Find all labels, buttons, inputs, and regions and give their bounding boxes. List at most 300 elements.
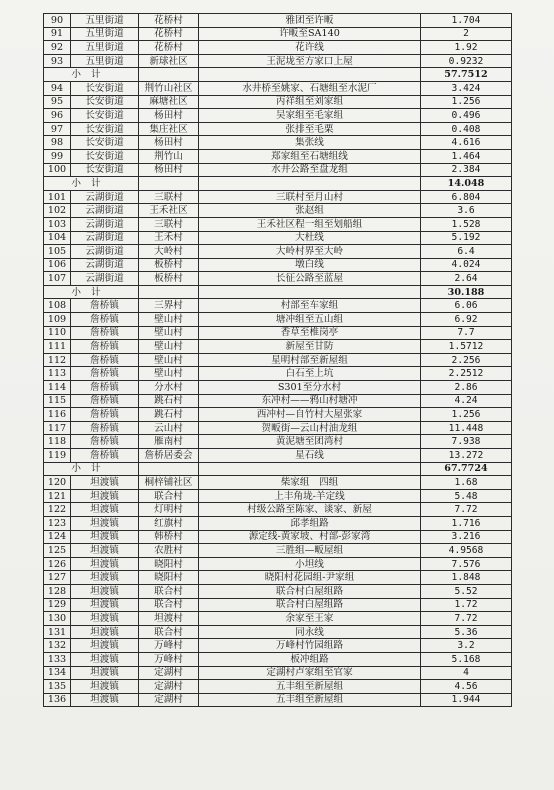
length-cell: 6.06: [421, 299, 512, 313]
village-cell: 王禾社区: [139, 204, 199, 218]
length-cell: 1.5712: [421, 340, 512, 354]
row-number: 112: [44, 353, 71, 367]
road-name-cell: 王禾社区程一组至划船组: [199, 217, 421, 231]
town-cell: 坦渡镇: [71, 680, 139, 694]
village-cell: 农胜村: [139, 544, 199, 558]
length-cell: 7.72: [421, 503, 512, 517]
row-number: 102: [44, 204, 71, 218]
row-number: 90: [44, 14, 71, 28]
table-row: [44, 258, 512, 272]
table-row: [44, 299, 512, 313]
table-row: [44, 408, 512, 422]
subtotal-row: [44, 68, 512, 82]
road-name-cell: 郑家组至石塘组线: [199, 149, 421, 163]
row-number: 125: [44, 544, 71, 558]
road-name-cell: 墩白线: [199, 258, 421, 272]
length-cell: 1.716: [421, 516, 512, 530]
village-cell: 花桥村: [139, 27, 199, 41]
road-name-cell: 丙祥组至刘家组: [199, 95, 421, 109]
table-row: [44, 435, 512, 449]
village-cell: 联合村: [139, 598, 199, 612]
row-number: 113: [44, 367, 71, 381]
row-number: 119: [44, 449, 71, 463]
road-name-cell: 贺畈街—云山村油龙组: [199, 421, 421, 435]
length-cell: 1.944: [421, 693, 512, 707]
table-row: [44, 190, 512, 204]
table-row: [44, 41, 512, 55]
table-row: [44, 476, 512, 490]
row-number: 100: [44, 163, 71, 177]
row-number: 136: [44, 693, 71, 707]
length-cell: 6.804: [421, 190, 512, 204]
empty-cell: [199, 177, 421, 191]
subtotal-value: 67.7724: [421, 462, 512, 476]
road-name-cell: 邱孝组路: [199, 516, 421, 530]
row-number: 109: [44, 313, 71, 327]
row-number: 135: [44, 680, 71, 694]
length-cell: 7.72: [421, 612, 512, 626]
village-cell: 杨田村: [139, 136, 199, 150]
village-cell: 灯明村: [139, 503, 199, 517]
road-name-cell: 新屋至甘防: [199, 340, 421, 354]
table-row: [44, 272, 512, 286]
subtotal-label: 小计: [44, 285, 139, 299]
length-cell: 6.92: [421, 313, 512, 327]
length-cell: 4.24: [421, 394, 512, 408]
village-cell: 云山村: [139, 421, 199, 435]
table-row: [44, 245, 512, 259]
length-cell: 2.384: [421, 163, 512, 177]
town-cell: 詹桥镇: [71, 421, 139, 435]
town-cell: 詹桥镇: [71, 326, 139, 340]
table-row: [44, 693, 512, 707]
village-cell: 詹桥居委会: [139, 449, 199, 463]
row-number: 107: [44, 272, 71, 286]
length-cell: 1.256: [421, 95, 512, 109]
row-number: 128: [44, 584, 71, 598]
table-row: [44, 14, 512, 28]
town-cell: 坦渡镇: [71, 598, 139, 612]
subtotal-value: 30.188: [421, 285, 512, 299]
table-row: [44, 136, 512, 150]
length-cell: 0.496: [421, 109, 512, 123]
table-row: [44, 95, 512, 109]
road-name-cell: 张赵组: [199, 204, 421, 218]
empty-cell: [199, 68, 421, 82]
empty-cell: [199, 462, 421, 476]
length-cell: 2: [421, 27, 512, 41]
row-number: 127: [44, 571, 71, 585]
town-cell: 五里街道: [71, 41, 139, 55]
table-row: [44, 652, 512, 666]
empty-cell: [139, 285, 199, 299]
row-number: 97: [44, 122, 71, 136]
table-row: [44, 217, 512, 231]
empty-cell: [139, 68, 199, 82]
town-cell: 长安街道: [71, 109, 139, 123]
town-cell: 长安街道: [71, 163, 139, 177]
town-cell: 云湖街道: [71, 204, 139, 218]
length-cell: 4.616: [421, 136, 512, 150]
road-name-cell: 同永线: [199, 625, 421, 639]
table-row: [44, 612, 512, 626]
village-cell: 集庄社区: [139, 122, 199, 136]
row-number: 104: [44, 231, 71, 245]
row-number: 95: [44, 95, 71, 109]
road-name-cell: 西冲村—自竹村大屋张家: [199, 408, 421, 422]
road-name-cell: 联合村白屋组路: [199, 584, 421, 598]
village-cell: 荆竹山: [139, 149, 199, 163]
village-cell: 红旗村: [139, 516, 199, 530]
row-number: 96: [44, 109, 71, 123]
empty-cell: [139, 462, 199, 476]
table-row: [44, 81, 512, 95]
road-name-cell: 大岭村界至大岭: [199, 245, 421, 259]
village-cell: 新球社区: [139, 54, 199, 68]
length-cell: 5.48: [421, 489, 512, 503]
row-number: 101: [44, 190, 71, 204]
table-row: [44, 27, 512, 41]
length-cell: 5.36: [421, 625, 512, 639]
length-cell: 3.6: [421, 204, 512, 218]
village-cell: 联合村: [139, 625, 199, 639]
village-cell: 壁山村: [139, 367, 199, 381]
village-cell: 三联村: [139, 190, 199, 204]
town-cell: 坦渡镇: [71, 666, 139, 680]
table-row: [44, 489, 512, 503]
town-cell: 云湖街道: [71, 190, 139, 204]
table-row: [44, 394, 512, 408]
table-row: [44, 625, 512, 639]
town-cell: 詹桥镇: [71, 381, 139, 395]
table-row: [44, 163, 512, 177]
village-cell: 三界村: [139, 299, 199, 313]
length-cell: 1.464: [421, 149, 512, 163]
village-cell: 花桥村: [139, 41, 199, 55]
road-name-cell: 吴家组至毛家组: [199, 109, 421, 123]
row-number: 129: [44, 598, 71, 612]
length-cell: 13.272: [421, 449, 512, 463]
village-cell: 杨田村: [139, 109, 199, 123]
table-row: [44, 544, 512, 558]
road-name-cell: 张排至毛栗: [199, 122, 421, 136]
road-name-cell: 水井桥至姚家、石塘组至水泥厂: [199, 81, 421, 95]
village-cell: 万峰村: [139, 639, 199, 653]
road-name-cell: 塘冲组至五山组: [199, 313, 421, 327]
row-number: 131: [44, 625, 71, 639]
table-row: [44, 326, 512, 340]
town-cell: 云湖街道: [71, 245, 139, 259]
road-name-cell: 白石至上坑: [199, 367, 421, 381]
town-cell: 詹桥镇: [71, 367, 139, 381]
length-cell: 6.4: [421, 245, 512, 259]
village-cell: 坦渡村: [139, 612, 199, 626]
length-cell: 1.72: [421, 598, 512, 612]
table-row: [44, 598, 512, 612]
table-row: [44, 340, 512, 354]
table-row: [44, 449, 512, 463]
table-row: [44, 109, 512, 123]
row-number: 130: [44, 612, 71, 626]
length-cell: 5.52: [421, 584, 512, 598]
road-name-cell: 花许线: [199, 41, 421, 55]
length-cell: 5.168: [421, 652, 512, 666]
row-number: 120: [44, 476, 71, 490]
row-number: 116: [44, 408, 71, 422]
length-cell: 7.576: [421, 557, 512, 571]
road-name-cell: 定湖村卢家组至官家: [199, 666, 421, 680]
table-row: [44, 421, 512, 435]
road-name-cell: 五丰组至新屋组: [199, 693, 421, 707]
village-cell: 定湖村: [139, 693, 199, 707]
village-cell: 桐梓铺社区: [139, 476, 199, 490]
row-number: 93: [44, 54, 71, 68]
town-cell: 詹桥镇: [71, 449, 139, 463]
town-cell: 云湖街道: [71, 272, 139, 286]
length-cell: 3.216: [421, 530, 512, 544]
village-cell: 板桥村: [139, 258, 199, 272]
road-name-cell: 星明村部至新屋组: [199, 353, 421, 367]
village-cell: 壁山村: [139, 313, 199, 327]
subtotal-row: [44, 177, 512, 191]
road-name-cell: 联合村白屋组路: [199, 598, 421, 612]
table-row: [44, 516, 512, 530]
village-cell: 晓阳村: [139, 571, 199, 585]
village-cell: 定湖村: [139, 680, 199, 694]
row-number: 115: [44, 394, 71, 408]
road-name-cell: 村级公路至陈家、谈家、新屋: [199, 503, 421, 517]
town-cell: 詹桥镇: [71, 313, 139, 327]
village-cell: 壁山村: [139, 340, 199, 354]
table-row: [44, 353, 512, 367]
town-cell: 詹桥镇: [71, 435, 139, 449]
row-number: 91: [44, 27, 71, 41]
village-cell: 三联村: [139, 217, 199, 231]
length-cell: 2.256: [421, 353, 512, 367]
town-cell: 詹桥镇: [71, 340, 139, 354]
town-cell: 坦渡镇: [71, 530, 139, 544]
town-cell: 坦渡镇: [71, 652, 139, 666]
town-cell: 坦渡镇: [71, 489, 139, 503]
length-cell: 2.86: [421, 381, 512, 395]
village-cell: 板桥村: [139, 272, 199, 286]
road-name-cell: 雅团至许畈: [199, 14, 421, 28]
length-cell: 1.68: [421, 476, 512, 490]
table-row: [44, 571, 512, 585]
table-body: [44, 14, 512, 707]
length-cell: 4.024: [421, 258, 512, 272]
village-cell: 晓阳村: [139, 557, 199, 571]
table-row: [44, 367, 512, 381]
village-cell: 壁山村: [139, 326, 199, 340]
town-cell: 坦渡镇: [71, 625, 139, 639]
row-number: 121: [44, 489, 71, 503]
town-cell: 五里街道: [71, 27, 139, 41]
town-cell: 长安街道: [71, 136, 139, 150]
road-name-cell: 小坦线: [199, 557, 421, 571]
village-cell: 杨田村: [139, 163, 199, 177]
row-number: 122: [44, 503, 71, 517]
row-number: 98: [44, 136, 71, 150]
town-cell: 坦渡镇: [71, 557, 139, 571]
road-name-cell: 许畈至SA140: [199, 27, 421, 41]
table-row: [44, 557, 512, 571]
subtotal-label: 小计: [44, 68, 139, 82]
road-name-cell: 黄泥塘至团湾村: [199, 435, 421, 449]
town-cell: 詹桥镇: [71, 394, 139, 408]
road-name-cell: 长征公路至蓝屋: [199, 272, 421, 286]
town-cell: 长安街道: [71, 81, 139, 95]
row-number: 94: [44, 81, 71, 95]
row-number: 106: [44, 258, 71, 272]
village-cell: 分水村: [139, 381, 199, 395]
town-cell: 詹桥镇: [71, 299, 139, 313]
road-name-cell: 板冲组路: [199, 652, 421, 666]
row-number: 123: [44, 516, 71, 530]
length-cell: 1.704: [421, 14, 512, 28]
subtotal-row: [44, 285, 512, 299]
row-number: 103: [44, 217, 71, 231]
road-name-cell: 水井公路至盘龙组: [199, 163, 421, 177]
town-cell: 坦渡镇: [71, 693, 139, 707]
length-cell: 0.408: [421, 122, 512, 136]
road-name-cell: 源定线-黄家坡、村部-彭家湾: [199, 530, 421, 544]
road-name-cell: 三联村至月山村: [199, 190, 421, 204]
row-number: 118: [44, 435, 71, 449]
length-cell: 4.56: [421, 680, 512, 694]
town-cell: 长安街道: [71, 95, 139, 109]
town-cell: 坦渡镇: [71, 516, 139, 530]
subtotal-label: 小计: [44, 462, 139, 476]
row-number: 134: [44, 666, 71, 680]
table-row: [44, 381, 512, 395]
road-name-cell: 余家至王家: [199, 612, 421, 626]
row-number: 105: [44, 245, 71, 259]
empty-cell: [139, 177, 199, 191]
table-row: [44, 122, 512, 136]
road-name-cell: 三胜组—畈屋组: [199, 544, 421, 558]
row-number: 108: [44, 299, 71, 313]
row-number: 110: [44, 326, 71, 340]
length-cell: 1.528: [421, 217, 512, 231]
table-row: [44, 530, 512, 544]
table-row: [44, 149, 512, 163]
table-row: [44, 584, 512, 598]
town-cell: 詹桥镇: [71, 353, 139, 367]
road-name-cell: 村部至车家组: [199, 299, 421, 313]
village-cell: 联合村: [139, 584, 199, 598]
subtotal-value: 57.7512: [421, 68, 512, 82]
town-cell: 长安街道: [71, 122, 139, 136]
road-name-cell: 东冲村——鸦山村塘冲: [199, 394, 421, 408]
road-name-cell: 大杜线: [199, 231, 421, 245]
town-cell: 坦渡镇: [71, 544, 139, 558]
row-number: 117: [44, 421, 71, 435]
village-cell: 韩桥村: [139, 530, 199, 544]
table-row: [44, 231, 512, 245]
town-cell: 坦渡镇: [71, 639, 139, 653]
row-number: 114: [44, 381, 71, 395]
village-cell: 跳石村: [139, 394, 199, 408]
road-name-cell: S301至分水村: [199, 381, 421, 395]
subtotal-row: [44, 462, 512, 476]
village-cell: 大岭村: [139, 245, 199, 259]
road-list-table: [43, 13, 512, 707]
village-cell: 壁山村: [139, 353, 199, 367]
subtotal-value: 14.048: [421, 177, 512, 191]
length-cell: 1.256: [421, 408, 512, 422]
village-cell: 花桥村: [139, 14, 199, 28]
length-cell: 2.64: [421, 272, 512, 286]
road-name-cell: 香草至椎岗亭: [199, 326, 421, 340]
table-row: [44, 666, 512, 680]
length-cell: 7.7: [421, 326, 512, 340]
village-cell: 跳石村: [139, 408, 199, 422]
length-cell: 4: [421, 666, 512, 680]
town-cell: 云湖街道: [71, 217, 139, 231]
table-row: [44, 680, 512, 694]
road-name-cell: 五丰组至新屋组: [199, 680, 421, 694]
length-cell: 3.424: [421, 81, 512, 95]
empty-cell: [199, 285, 421, 299]
town-cell: 坦渡镇: [71, 571, 139, 585]
length-cell: 4.9568: [421, 544, 512, 558]
town-cell: 坦渡镇: [71, 584, 139, 598]
road-name-cell: 星石线: [199, 449, 421, 463]
length-cell: 7.938: [421, 435, 512, 449]
town-cell: 五里街道: [71, 54, 139, 68]
road-name-cell: 集张线: [199, 136, 421, 150]
town-cell: 坦渡镇: [71, 503, 139, 517]
length-cell: 1.92: [421, 41, 512, 55]
village-cell: 联合村: [139, 489, 199, 503]
row-number: 92: [44, 41, 71, 55]
table-row: [44, 313, 512, 327]
length-cell: 2.2512: [421, 367, 512, 381]
road-name-cell: 王泥垅至方家口上屋: [199, 54, 421, 68]
table-row: [44, 204, 512, 218]
road-name-cell: 晓阳村花园组-尹家组: [199, 571, 421, 585]
village-cell: 王禾村: [139, 231, 199, 245]
village-cell: 麻塘社区: [139, 95, 199, 109]
village-cell: 万峰村: [139, 652, 199, 666]
row-number: 126: [44, 557, 71, 571]
length-cell: 5.192: [421, 231, 512, 245]
village-cell: 荆竹山社区: [139, 81, 199, 95]
town-cell: 坦渡镇: [71, 612, 139, 626]
length-cell: 0.9232: [421, 54, 512, 68]
table-row: [44, 54, 512, 68]
row-number: 111: [44, 340, 71, 354]
town-cell: 长安街道: [71, 149, 139, 163]
town-cell: 詹桥镇: [71, 408, 139, 422]
village-cell: 定湖村: [139, 666, 199, 680]
length-cell: 3.2: [421, 639, 512, 653]
length-cell: 1.848: [421, 571, 512, 585]
row-number: 99: [44, 149, 71, 163]
town-cell: 五里街道: [71, 14, 139, 28]
village-cell: 雁南村: [139, 435, 199, 449]
table-row: [44, 639, 512, 653]
row-number: 124: [44, 530, 71, 544]
road-name-cell: 柴家组 四组: [199, 476, 421, 490]
row-number: 132: [44, 639, 71, 653]
subtotal-label: 小计: [44, 177, 139, 191]
road-name-cell: 上丰角垅-羊定线: [199, 489, 421, 503]
town-cell: 云湖街道: [71, 258, 139, 272]
town-cell: 云湖街道: [71, 231, 139, 245]
table-row: [44, 503, 512, 517]
